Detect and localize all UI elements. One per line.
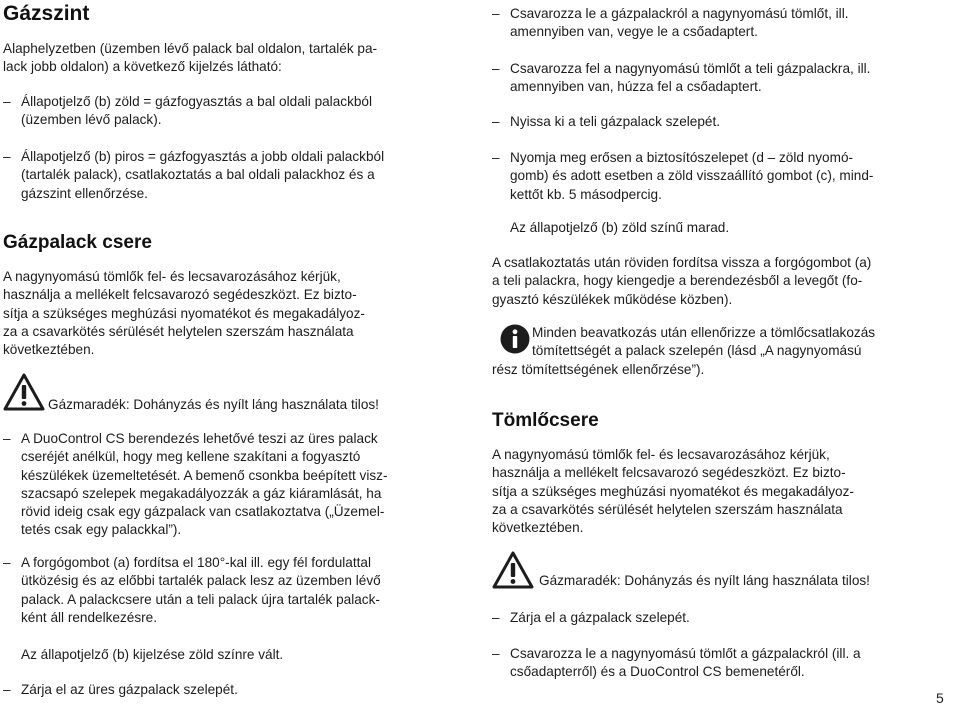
paragraph: A nagynyomású tömlők fel- és lecsavarozásához kérjük, használja a mellékelt felcsavarozó segédeszközt. Ez bizto- sítja a szükséges meghúzási nyomatékot és megakadályoz- za a csavarkötés sérülését helytelen szerszám használata következtében.: [3, 269, 365, 358]
list-item: – Nyissa ki a teli gázpalack szelepét.: [492, 114, 721, 129]
list-item: – A DuoControl CS berendezés lehetővé teszi az üres palack cseréjét anélkül, hogy meg kellene szakítani a fogyasztó készülékek üzemeltetését. A bemenő csonkba beépített visz- szacsapó szelepek megakadályozzák a gáz kiáramlását, ha rövid ideig csak egy gázpalack van csatlakoztatva („Üzemel- tetés csak egy palackkal”).: [3, 431, 388, 538]
list-item: – Zárja el az üres gázpalack szelepét.: [3, 682, 238, 697]
list-item: – Zárja el a gázpalack szelepét.: [492, 610, 690, 625]
info-notice: Minden beavatkozás után ellenőrizze a tömlőcsatlakozás tömítettségét a palack szelepén (lásd „A nagynyomású rész tömítettségének ellenőrzése”).: [492, 325, 876, 377]
info-icon: [500, 324, 530, 354]
warning-notice: Gázmaradék: Dohányzás és nyílt láng használata tilos!: [3, 372, 465, 416]
section-title: Tömlőcsere: [492, 410, 599, 431]
page-number: 5: [936, 690, 944, 706]
list-item: – Csavarozza fel a nagynyomású tömlőt a teli gázpalackra, ill. amennyiben van, húzza fel a csőadaptert.: [492, 61, 871, 95]
warning-icon: [3, 372, 45, 412]
list-item: – Csavarozza le a gázpalackról a nagynyomású tömlőt, ill. amennyiben van, vegye le a csőadaptert.: [492, 6, 849, 40]
warning-icon: [492, 550, 534, 590]
list-item: – Állapotjelző (b) piros = gázfogyasztás a jobb oldali palackból (tartalék palack), csatlakoztatás a bal oldali palackhoz és a gázszint ellenőrzése.: [3, 149, 385, 201]
warning-notice: Gázmaradék: Dohányzás és nyílt láng használata tilos!: [492, 550, 948, 594]
paragraph: A csatlakoztatás után röviden fordítsa vissza a forgógombot (a) a teli palackra, hogy kiengedje a berendezésből a levegőt (fo- gyasztó készülékek működése közben).: [492, 255, 872, 307]
note: Az állapotjelző (b) kijelzése zöld színre vált.: [21, 647, 284, 662]
section-title: Gázpalack csere: [3, 232, 152, 253]
page-title: Gázszint: [3, 2, 90, 25]
paragraph: A nagynyomású tömlők fel- és lecsavarozásához kérjük, használja a mellékelt felcsavarozó segédeszközt. Ez bizto- sítja a szükséges meghúzási nyomatékot és megakadályoz- za a csavarkötés sérülését helytelen szerszám használata következtében.: [492, 447, 854, 536]
list-item: – Állapotjelző (b) zöld = gázfogyasztás a bal oldali palackból (üzemben lévő palack).: [3, 94, 373, 128]
note: Az állapotjelző (b) zöld színű marad.: [510, 220, 730, 235]
intro-paragraph: Alaphelyzetben (üzemben lévő palack bal oldalon, tartalék pa- lack jobb oldalon) a következő kijelzés látható:: [3, 41, 378, 75]
list-item: – Csavarozza le a nagynyomású tömlőt a gázpalackról (ill. a csőadapterről) és a DuoControl CS bemenetéről.: [492, 646, 861, 680]
list-item: – Nyomja meg erősen a biztosítószelepet (d – zöld nyomó- gomb) és adott esetben a zöld visszaállító gombot (c), mind- kettőt kb. 5 másodpercig.: [492, 150, 874, 202]
list-item: – A forgógombot (a) fordítsa el 180°-kal ill. egy fél fordulattal ütközésig és az előbbi tartalék palack lesz az üzemben lévő palack. A palackcsere után a teli palack újra tartalék palack- ként áll rendelkezésre.: [3, 555, 381, 625]
